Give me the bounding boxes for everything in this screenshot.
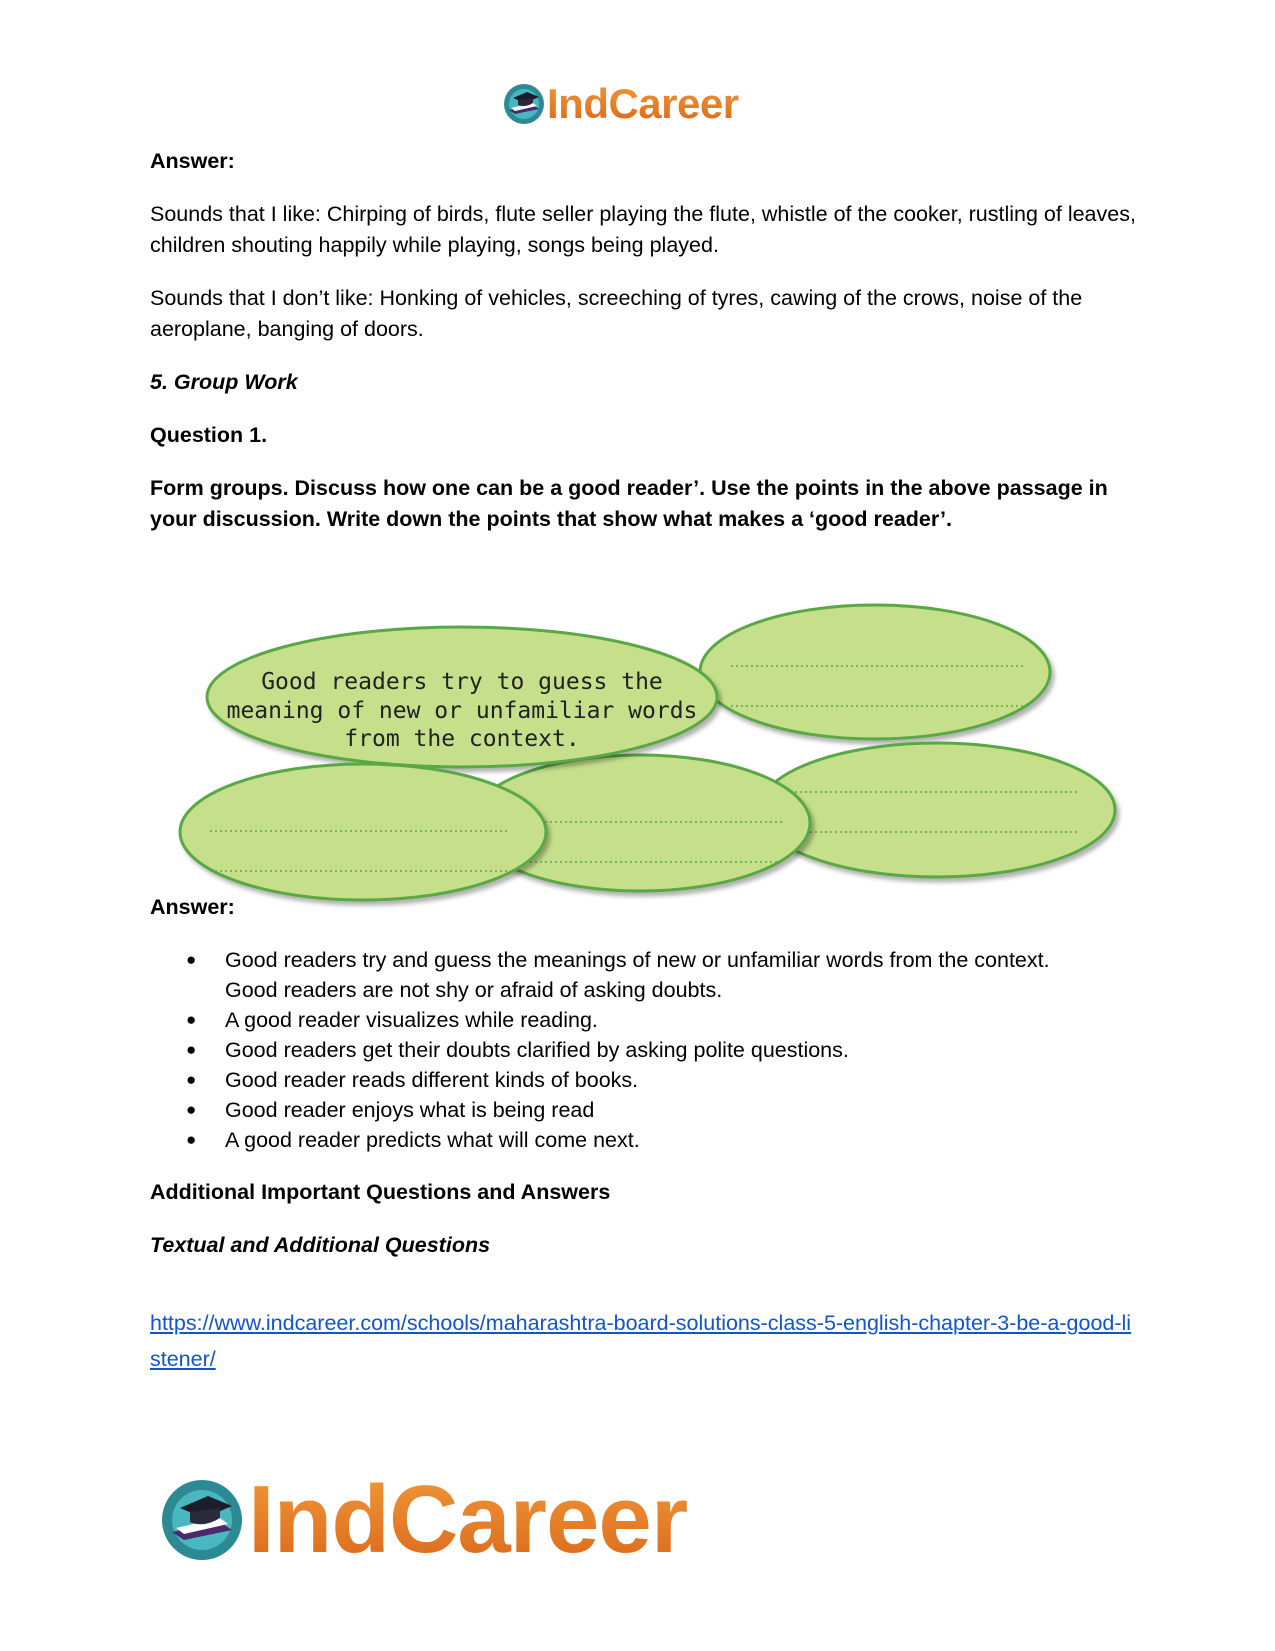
additional-heading: Additional Important Questions and Answers bbox=[150, 1180, 611, 1204]
answer-heading-2: Answer: bbox=[150, 895, 235, 919]
bubble-top-right bbox=[700, 605, 1050, 739]
answer-heading: Answer: bbox=[150, 149, 235, 173]
brand-logo-bottom bbox=[160, 1465, 687, 1575]
answer-list-item bbox=[150, 1005, 1140, 1035]
question-text: Form groups. Discuss how one can be a good reader’. Use the points in the above passage in your discussion. Write down the points that show what makes a ‘good reader’. bbox=[150, 476, 1108, 531]
answer-line: A good reader predicts what will come next. bbox=[225, 1128, 640, 1152]
answer-line: Good reader enjoys what is being read bbox=[225, 1098, 595, 1122]
good-reader-bubble-diagram bbox=[165, 600, 1125, 930]
section-title: 5. Group Work bbox=[150, 370, 298, 394]
answer-list-item bbox=[150, 1035, 1140, 1065]
answer-list bbox=[150, 945, 1140, 1155]
graduation-cap-book-icon bbox=[503, 83, 545, 125]
textual-heading: Textual and Additional Questions bbox=[150, 1233, 491, 1257]
answer-line: Good readers are not shy or afraid of asking doubts. bbox=[225, 978, 723, 1002]
sounds-dislike-paragraph: Sounds that I don’t like: Honking of vehicles, screeching of tyres, cawing of the crows, noise of the aeroplane, banging of doors. bbox=[150, 286, 1083, 341]
answer-list-item bbox=[150, 945, 1140, 1005]
answer-line: Good readers get their doubts clarified by asking polite questions. bbox=[225, 1038, 849, 1062]
answer-line: Good readers try and guess the meanings of new or unfamiliar words from the context. bbox=[225, 948, 1050, 972]
answer-line: A good reader visualizes while reading. bbox=[225, 1008, 598, 1032]
graduation-cap-book-icon bbox=[160, 1478, 244, 1562]
bubble-right bbox=[759, 743, 1115, 877]
bubble-text-line-3: from the context. bbox=[344, 726, 580, 752]
brand-logo-top bbox=[503, 80, 739, 128]
bubble-main bbox=[207, 627, 717, 767]
answer-list-item bbox=[150, 1065, 1140, 1095]
logo-text: IndCareer bbox=[248, 1466, 688, 1573]
bubble-left-bottom bbox=[180, 764, 546, 900]
answer-list-item bbox=[150, 1125, 1140, 1155]
bubble-text-line-2: meaning of new or unfamiliar words bbox=[226, 698, 698, 724]
answer-list-item bbox=[150, 1095, 1140, 1125]
bubble-text-line-1: Good readers try to guess the bbox=[261, 669, 663, 695]
source-link[interactable]: https://www.indcareer.com/schools/maharashtra-board-solutions-class-5-english-chapter-3-be-a-good-listener/ bbox=[150, 1311, 1132, 1371]
answer-line: Good reader reads different kinds of books. bbox=[225, 1068, 639, 1092]
logo-text: IndCareer bbox=[547, 80, 739, 127]
sounds-like-paragraph: Sounds that I like: Chirping of birds, flute seller playing the flute, whistle of the cooker, rustling of leaves, children shouting happily while playing, songs being played. bbox=[150, 202, 1136, 257]
question-label: Question 1. bbox=[150, 423, 268, 447]
